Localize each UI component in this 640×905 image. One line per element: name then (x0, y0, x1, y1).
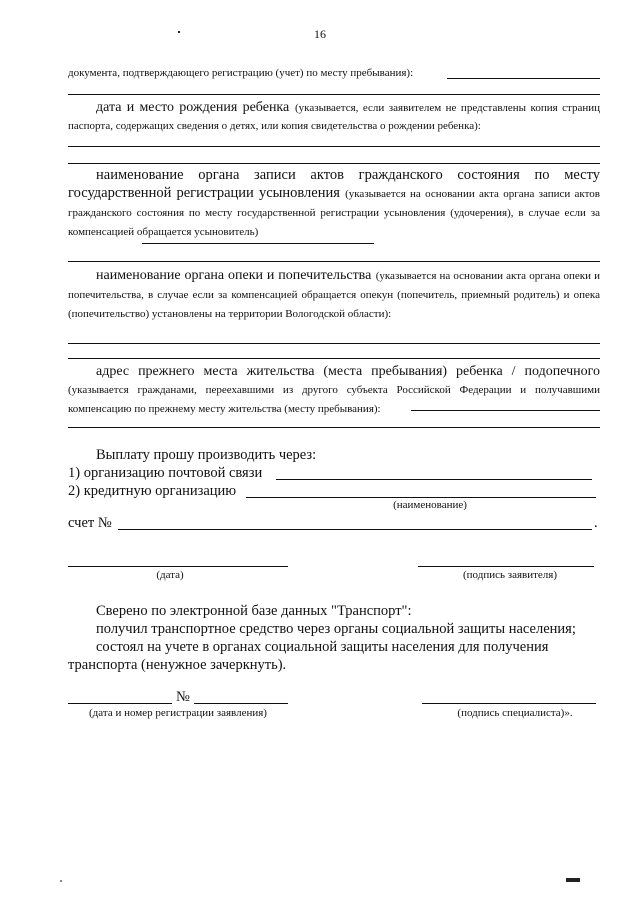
scan-speck (178, 31, 180, 33)
account-end: . (594, 515, 598, 531)
reg-date-blank[interactable] (68, 703, 172, 704)
birth-paragraph (68, 98, 600, 134)
reg-number-blank[interactable] (194, 703, 288, 704)
account-label: счет № (68, 515, 112, 531)
payment-option-post: 1) организацию почтовой связи (68, 465, 263, 481)
prev-address-blank-2[interactable] (68, 427, 600, 428)
doc-registration-blank-2[interactable] (68, 94, 600, 95)
applicant-signature-blank[interactable] (418, 566, 594, 567)
doc-registration-row (68, 66, 413, 81)
doc-registration-blank[interactable] (447, 78, 600, 79)
registry-paragraph (68, 166, 600, 241)
specialist-caption: (подпись специалиста)». (457, 707, 573, 719)
applicant-date-blank[interactable] (68, 566, 288, 567)
reg-number-sign: № (176, 689, 190, 705)
guardianship-lead: наименование органа опеки и попечительства (96, 268, 372, 283)
registry-blank[interactable] (142, 243, 374, 244)
post-office-blank[interactable] (276, 479, 592, 480)
guardianship-note: (указывается на основании акта органа опеки и попечительства, в случае если за компенсацией обращается опекун (попечитель, приемный родитель) и опека (попечительство) установлены на территории Вологодской области): (68, 270, 600, 320)
applicant-signature-caption: (подпись заявителя) (462, 569, 558, 581)
reg-caption: (дата и номер регистрации заявления) (89, 707, 267, 719)
account-number-blank[interactable] (118, 529, 592, 530)
registry-blank-2[interactable] (68, 261, 600, 262)
applicant-date-caption: (дата) (156, 569, 184, 581)
bank-name-caption: (наименование) (393, 499, 467, 511)
verify-line-3: состоял на учете в органах социальной защиты населения для получения транспорта (ненужное зачеркнуть). (68, 639, 549, 673)
birth-blank-1[interactable] (68, 146, 600, 147)
bank-name-blank[interactable] (246, 497, 596, 498)
guardianship-paragraph (68, 266, 600, 323)
birth-note: (указывается, если заявителем не представлены копия страниц паспорта, содержащих сведения о детях, или копия свидетельства о рождении ребенка): (68, 102, 601, 132)
page-number: 16 (314, 27, 326, 41)
verify-line-1: Сверено по электронной базе данных "Транспорт": (96, 603, 412, 619)
scan-mark-bottom-right (566, 878, 580, 882)
guardianship-blank-2[interactable] (68, 358, 600, 359)
birth-lead: дата и место рождения ребенка (96, 100, 290, 115)
guardianship-blank-1[interactable] (68, 343, 600, 344)
birth-blank-2[interactable] (68, 163, 600, 164)
scan-speck-bottom-left (60, 880, 62, 882)
payment-option-bank: 2) кредитную организацию (68, 483, 237, 499)
prev-address-blank[interactable] (411, 410, 600, 411)
prev-address-lead: адрес прежнего места жительства (места пребывания) ребенка / подопечного (96, 364, 600, 379)
verify-line-2: получил транспортное средство через органы социальной защиты населения; (96, 621, 576, 637)
specialist-signature-blank[interactable] (422, 703, 596, 704)
registry-lead: наименование органа записи актов гражданского состояния по месту государственной регистрации усыновления (68, 167, 600, 201)
doc-registration-text: документа, подтверждающего регистрацию (учет) по месту пребывания): (68, 67, 414, 79)
payment-heading: Выплату прошу производить через: (96, 447, 317, 463)
registry-note: (указывается на основании акта органа записи актов гражданского состояния по месту государственной регистрации усыновления (удочерения), в случае если за компенсацией обращается усыновитель) (68, 188, 600, 238)
prev-address-note: (указывается гражданами, переехавшими из другого субъекта Российской Федерации и получавшими компенсацию по прежнему месту жительства (месту пребывания): (68, 384, 600, 415)
